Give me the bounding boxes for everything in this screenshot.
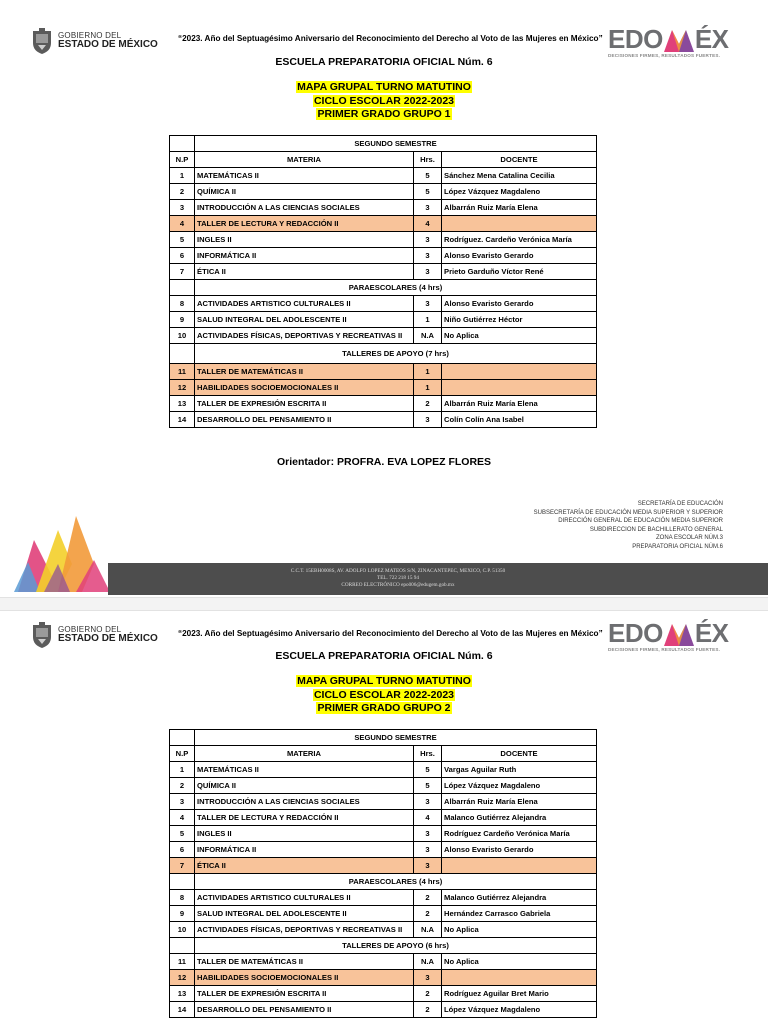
subject-name: TALLER DE LECTURA Y REDACCIÓN II — [195, 216, 414, 232]
table-row — [170, 778, 597, 794]
teacher-name: Alonso Evaristo Gerardo — [442, 248, 597, 264]
title-line-2: CICLO ESCOLAR 2022-2023 — [313, 688, 455, 701]
table-row — [170, 312, 597, 328]
subject-name: TALLER DE MATEMÁTICAS II — [195, 364, 414, 380]
subject-name: MATEMÁTICAS II — [195, 168, 414, 184]
coat-of-arms-icon — [30, 27, 54, 55]
hours-value: 5 — [414, 184, 442, 200]
teacher-name: Albarrán Ruiz María Elena — [442, 200, 597, 216]
row-number: 12 — [170, 380, 195, 396]
hours-value: 3 — [414, 970, 442, 986]
section-np-cell — [170, 874, 195, 890]
hours-value: 3 — [414, 412, 442, 428]
teacher-name: Sánchez Mena Catalina Cecilia — [442, 168, 597, 184]
table-row — [170, 412, 597, 428]
gov-line-1: GOBIERNO DEL — [58, 31, 122, 40]
row-number: 10 — [170, 328, 195, 344]
teacher-name: Hernández Carrasco Gabriela — [442, 906, 597, 922]
teacher-name — [442, 364, 597, 380]
subject-name: QUÍMICA II — [195, 184, 414, 200]
teacher-name: Malanco Gutiérrez Alejandra — [442, 890, 597, 906]
header-motto: “2023. Año del Septuagésimo Aniversario del Reconocimiento del Derecho al Voto de las Mujeres en México” — [178, 34, 603, 43]
gov-line-1: GOBIERNO DEL — [58, 625, 122, 634]
footer-contact-bar — [108, 563, 768, 595]
teacher-name — [442, 970, 597, 986]
row-number: 13 — [170, 396, 195, 412]
column-header-row — [170, 152, 597, 168]
orientador: Orientador: PROFRA. EVA LOPEZ FLORES — [276, 456, 492, 468]
title-line-3: PRIMER GRADO GRUPO 1 — [317, 108, 451, 120]
row-number: 10 — [170, 922, 195, 938]
page-title — [0, 675, 768, 716]
row-number: 3 — [170, 200, 195, 216]
table-row — [170, 794, 597, 810]
table-row — [170, 168, 597, 184]
teacher-name: Rodríguez. Cardeño Verónica María — [442, 232, 597, 248]
hours-value: 2 — [414, 986, 442, 1002]
hours-value: 2 — [414, 396, 442, 412]
teacher-name: López Vázquez Magdaleno — [442, 1002, 597, 1018]
hours-value: N.A — [414, 954, 442, 970]
school-name: ESCUELA PREPARATORIA OFICIAL Núm. 6 — [275, 56, 493, 68]
subject-name: ACTIVIDADES FÍSICAS, DEPORTIVAS Y RECREATIVAS II — [195, 328, 414, 344]
title-line-3: PRIMER GRADO GRUPO 2 — [317, 702, 451, 714]
row-number: 2 — [170, 184, 195, 200]
semester-header — [170, 136, 597, 152]
semester-header-label: SEGUNDO SEMESTRE — [195, 730, 597, 746]
footer-line: ZONA ESCOLAR NÚM.3 — [655, 535, 723, 542]
teacher-name: Vargas Aguilar Ruth — [442, 762, 597, 778]
talleres-header — [170, 938, 597, 954]
footer-institution — [534, 500, 723, 552]
schedule-table — [169, 135, 597, 428]
hours-value: 2 — [414, 1002, 442, 1018]
header-docente: DOCENTE — [442, 746, 597, 762]
hours-value: 3 — [414, 794, 442, 810]
row-number: 14 — [170, 412, 195, 428]
teacher-name: No Aplica — [442, 954, 597, 970]
hours-value: 3 — [414, 264, 442, 280]
footer-phone: TEL. 722 218 15 94 — [377, 574, 419, 581]
teacher-name: López Vázquez Magdaleno — [442, 778, 597, 794]
talleres-header-label: TALLERES DE APOYO (6 hrs) — [195, 938, 597, 954]
hours-value: 5 — [414, 762, 442, 778]
subject-name: ACTIVIDADES ARTISTICO CULTURALES II — [195, 296, 414, 312]
teacher-name: No Aplica — [442, 922, 597, 938]
gov-line-2: ESTADO DE MÉXICO — [58, 633, 158, 644]
subject-name: TALLER DE MATEMÁTICAS II — [195, 954, 414, 970]
subject-name: HABILIDADES SOCIOEMOCIONALES II — [195, 380, 414, 396]
table-row — [170, 248, 597, 264]
title-line-2: CICLO ESCOLAR 2022-2023 — [313, 94, 455, 107]
row-number: 2 — [170, 778, 195, 794]
teacher-name — [442, 216, 597, 232]
subject-name: MATEMÁTICAS II — [195, 762, 414, 778]
table-row — [170, 232, 597, 248]
row-number: 9 — [170, 906, 195, 922]
header-materia: MATERIA — [195, 746, 414, 762]
edomex-tagline: DECISIONES FIRMES, RESULTADOS FUERTES. — [608, 53, 721, 58]
row-number: 6 — [170, 842, 195, 858]
teacher-name: Albarrán Ruiz María Elena — [442, 396, 597, 412]
hours-value: N.A — [414, 922, 442, 938]
subject-name: SALUD INTEGRAL DEL ADOLESCENTE II — [195, 906, 414, 922]
subject-name: INTRODUCCIÓN A LAS CIENCIAS SOCIALES — [195, 794, 414, 810]
table-row — [170, 396, 597, 412]
table-row — [170, 858, 597, 874]
teacher-name: Rodríguez Cardeño Verónica María — [442, 826, 597, 842]
table-row — [170, 954, 597, 970]
row-number: 14 — [170, 1002, 195, 1018]
row-number: 7 — [170, 264, 195, 280]
teacher-name: Prieto Garduño Víctor René — [442, 264, 597, 280]
edomex-logo — [608, 26, 733, 58]
header-materia: MATERIA — [195, 152, 414, 168]
subject-name: ÉTICA II — [195, 858, 414, 874]
table-row — [170, 842, 597, 858]
footer-brand-logo — [14, 512, 110, 592]
teacher-name: López Vázquez Magdaleno — [442, 184, 597, 200]
page-title — [0, 81, 768, 122]
talleres-header-label: TALLERES DE APOYO (7 hrs) — [195, 344, 597, 364]
row-number: 5 — [170, 826, 195, 842]
table-row — [170, 296, 597, 312]
row-number: 8 — [170, 890, 195, 906]
hours-value: 4 — [414, 810, 442, 826]
header-hrs: Hrs. — [414, 746, 442, 762]
row-number: 8 — [170, 296, 195, 312]
header-np: N.P — [170, 152, 195, 168]
footer-line: SECRETARÍA DE EDUCACIÓN — [637, 501, 723, 507]
talleres-header — [170, 344, 597, 364]
hours-value: 3 — [414, 232, 442, 248]
subject-name: INFORMÁTICA II — [195, 842, 414, 858]
document-page-2 — [0, 612, 768, 1024]
footer-line: PREPARATORIA OFICIAL NÚM.6 — [632, 543, 723, 550]
hours-value: N.A — [414, 328, 442, 344]
table-row — [170, 200, 597, 216]
table-row — [170, 986, 597, 1002]
hours-value: 1 — [414, 380, 442, 396]
table-row — [170, 826, 597, 842]
hours-value: 3 — [414, 248, 442, 264]
hours-value: 1 — [414, 312, 442, 328]
paraescolares-header-label: PARAESCOLARES (4 hrs) — [195, 280, 597, 296]
row-number: 11 — [170, 954, 195, 970]
section-np-cell — [170, 136, 195, 152]
section-np-cell — [170, 280, 195, 296]
row-number: 1 — [170, 168, 195, 184]
subject-name: ACTIVIDADES FÍSICAS, DEPORTIVAS Y RECREATIVAS II — [195, 922, 414, 938]
subject-name: DESARROLLO DEL PENSAMIENTO II — [195, 412, 414, 428]
footer-address: C.C.T. 15EBH0008S, AV. ADOLFO LOPEZ MATEOS S/N, ZINACANTEPEC, MEXICO, C.P. 51350 — [290, 568, 506, 574]
edomex-wordmark-right: ÉX — [694, 618, 729, 648]
footer-line: SUBDIRECCION DE BACHILLERATO GENERAL — [589, 526, 723, 533]
title-line-1: MAPA GRUPAL TURNO MATUTINO — [297, 81, 471, 93]
teacher-name: Colín Colín Ana Isabel — [442, 412, 597, 428]
subject-name: INGLES II — [195, 826, 414, 842]
subject-name: INGLES II — [195, 232, 414, 248]
row-number: 4 — [170, 810, 195, 826]
subject-name: TALLER DE EXPRESIÓN ESCRITA II — [195, 396, 414, 412]
semester-header-label: SEGUNDO SEMESTRE — [195, 136, 597, 152]
teacher-name: Rodríguez Aguilar Bret Mario — [442, 986, 597, 1002]
coat-of-arms-icon — [30, 621, 54, 649]
subject-name: TALLER DE EXPRESIÓN ESCRITA II — [195, 986, 414, 1002]
subject-name: ACTIVIDADES ARTISTICO CULTURALES II — [195, 890, 414, 906]
gov-line-2: ESTADO DE MÉXICO — [58, 39, 158, 50]
subject-name: SALUD INTEGRAL DEL ADOLESCENTE II — [195, 312, 414, 328]
table-row — [170, 1002, 597, 1018]
title-line-1: MAPA GRUPAL TURNO MATUTINO — [297, 675, 471, 687]
semester-header — [170, 730, 597, 746]
edomex-wordmark-right: ÉX — [694, 24, 729, 54]
teacher-name: Alonso Evaristo Gerardo — [442, 296, 597, 312]
teacher-name: Albarrán Ruiz María Elena — [442, 794, 597, 810]
table-row — [170, 328, 597, 344]
teacher-name: Niño Gutiérrez Héctor — [442, 312, 597, 328]
subject-name: INFORMÁTICA II — [195, 248, 414, 264]
edomex-m-icon — [664, 30, 694, 52]
table-row — [170, 970, 597, 986]
section-np-cell — [170, 938, 195, 954]
row-number: 9 — [170, 312, 195, 328]
table-row — [170, 364, 597, 380]
table-row — [170, 906, 597, 922]
row-number: 5 — [170, 232, 195, 248]
hours-value: 3 — [414, 200, 442, 216]
teacher-name — [442, 380, 597, 396]
hours-value: 1 — [414, 364, 442, 380]
school-name: ESCUELA PREPARATORIA OFICIAL Núm. 6 — [275, 650, 493, 662]
gobierno-logo — [30, 26, 158, 56]
edomex-wordmark-left: EDO — [608, 618, 663, 648]
edomex-wordmark-left: EDO — [608, 24, 663, 54]
hours-value: 3 — [414, 296, 442, 312]
subject-name: HABILIDADES SOCIOEMOCIONALES II — [195, 970, 414, 986]
table-row — [170, 810, 597, 826]
row-number: 4 — [170, 216, 195, 232]
paraescolares-header-label: PARAESCOLARES (4 hrs) — [195, 874, 597, 890]
table-row — [170, 380, 597, 396]
subject-name: INTRODUCCIÓN A LAS CIENCIAS SOCIALES — [195, 200, 414, 216]
row-number: 3 — [170, 794, 195, 810]
row-number: 11 — [170, 364, 195, 380]
subject-name: DESARROLLO DEL PENSAMIENTO II — [195, 1002, 414, 1018]
header-np: N.P — [170, 746, 195, 762]
page-separator — [0, 597, 768, 611]
paraescolares-header — [170, 874, 597, 890]
hours-value: 2 — [414, 906, 442, 922]
edomex-m-icon — [664, 624, 694, 646]
table-row — [170, 184, 597, 200]
paraescolares-header — [170, 280, 597, 296]
header-motto: “2023. Año del Septuagésimo Aniversario del Reconocimiento del Derecho al Voto de las Mujeres en México” — [178, 629, 603, 638]
teacher-name — [442, 858, 597, 874]
schedule-table — [169, 729, 597, 1018]
footer-email: CORREO ELECTRÓNICO epo006@edugem.gob.mx — [341, 581, 455, 588]
table-row — [170, 216, 597, 232]
subject-name: QUÍMICA II — [195, 778, 414, 794]
footer-line: DIRECCIÓN GENERAL DE EDUCACIÓN MEDIA SUPERIOR — [558, 518, 723, 525]
row-number: 1 — [170, 762, 195, 778]
edomex-tagline: DECISIONES FIRMES, RESULTADOS FUERTES. — [608, 647, 721, 652]
hours-value: 3 — [414, 842, 442, 858]
section-np-cell — [170, 344, 195, 364]
hours-value: 5 — [414, 778, 442, 794]
table-row — [170, 890, 597, 906]
row-number: 13 — [170, 986, 195, 1002]
row-number: 12 — [170, 970, 195, 986]
gobierno-logo — [30, 620, 158, 650]
hours-value: 4 — [414, 216, 442, 232]
teacher-name: No Aplica — [442, 328, 597, 344]
hours-value: 2 — [414, 890, 442, 906]
row-number: 6 — [170, 248, 195, 264]
subject-name: ÉTICA II — [195, 264, 414, 280]
edomex-logo — [608, 620, 733, 652]
hours-value: 3 — [414, 858, 442, 874]
hours-value: 5 — [414, 168, 442, 184]
table-row — [170, 762, 597, 778]
footer-line: SUBSECRETARÍA DE EDUCACIÓN MEDIA SUPERIOR Y SUPERIOR — [533, 509, 723, 516]
table-row — [170, 922, 597, 938]
teacher-name: Alonso Evaristo Gerardo — [442, 842, 597, 858]
teacher-name: Malanco Gutiérrez Alejandra — [442, 810, 597, 826]
row-number: 7 — [170, 858, 195, 874]
header-hrs: Hrs. — [414, 152, 442, 168]
hours-value: 3 — [414, 826, 442, 842]
table-row — [170, 264, 597, 280]
subject-name: TALLER DE LECTURA Y REDACCIÓN II — [195, 810, 414, 826]
column-header-row — [170, 746, 597, 762]
section-np-cell — [170, 730, 195, 746]
header-docente: DOCENTE — [442, 152, 597, 168]
